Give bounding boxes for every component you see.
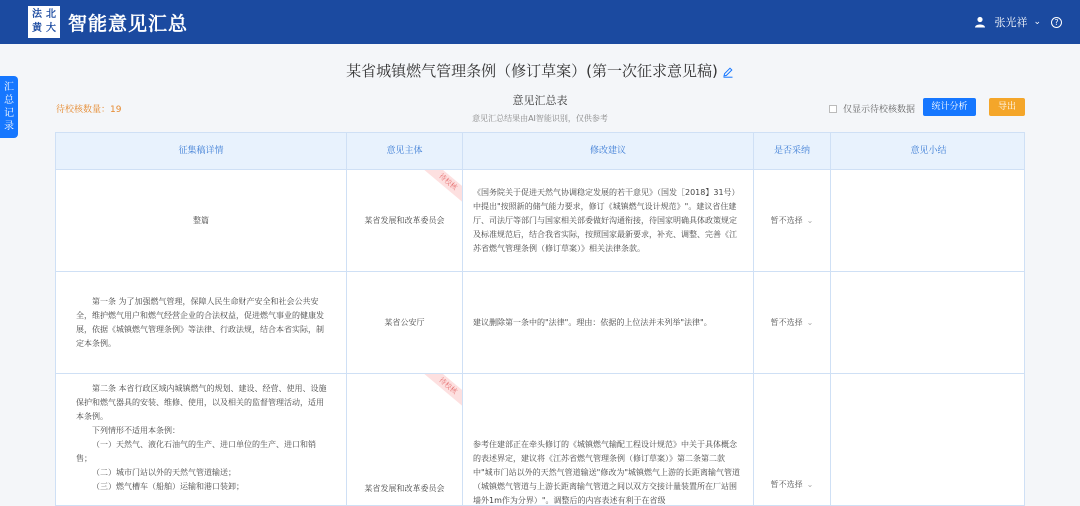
detail-text: 整篇 bbox=[193, 215, 209, 225]
adopt-cell bbox=[754, 272, 831, 373]
top-bar bbox=[0, 0, 1080, 44]
user-icon bbox=[974, 16, 986, 28]
adopt-select-value: 暂不选择 bbox=[770, 480, 803, 489]
only-pending-checkbox[interactable] bbox=[829, 102, 915, 115]
adopt-select-value: 暂不选择 bbox=[770, 215, 803, 225]
pending-badge: 待校核 bbox=[423, 170, 463, 205]
adopt-select[interactable] bbox=[754, 316, 830, 330]
table-header bbox=[56, 133, 1025, 170]
page-title: 某省城镇燃气管理条例（修订草案）(第一次征求意见稿) bbox=[346, 62, 718, 80]
chevron-down-icon: ⌄ bbox=[806, 480, 814, 489]
adopt-cell bbox=[754, 170, 831, 271]
column-header-suggestion: 修改建议 bbox=[463, 133, 754, 170]
summary-cell[interactable] bbox=[831, 272, 1025, 373]
chevron-down-icon: ⌄ bbox=[1033, 17, 1041, 27]
stats-analysis-button[interactable]: 统计分析 bbox=[923, 98, 976, 116]
logo-char: 大 bbox=[46, 23, 56, 34]
only-pending-label: 仅显示待校核数据 bbox=[843, 105, 916, 115]
table-row bbox=[56, 374, 1025, 506]
side-tab-char: 汇 bbox=[4, 82, 14, 93]
page-title-row bbox=[0, 60, 1080, 81]
logo-char: 黄 bbox=[32, 23, 42, 34]
pending-count: 待校核数量：19 bbox=[56, 105, 122, 115]
summary-cell[interactable] bbox=[831, 170, 1025, 271]
suggestion-cell bbox=[463, 170, 754, 271]
subject-cell bbox=[347, 170, 463, 271]
side-tab-char: 记 bbox=[4, 108, 14, 119]
detail-cell bbox=[56, 374, 347, 506]
subject-text: 某省公安厅 bbox=[384, 317, 425, 327]
user-menu[interactable] bbox=[974, 0, 1062, 44]
suggestion-text: 建议删除第一条中的"法律"。理由：依据的上位法并未列举"法律"。 bbox=[473, 317, 712, 327]
side-tab-char: 总 bbox=[4, 95, 14, 106]
column-header-subject: 意见主体 bbox=[347, 133, 463, 170]
suggestion-text: 《国务院关于促进天然气协调稳定发展的若干意见》（国发［2018】31号）中提出"按照新的储气能力要求，修订《城镇燃气设计规范》"。建议省住建厅、司法厅等部门与国家相关部委做好沟通衔接，待国家明确具体政策规定及标准规范后，结合我省实际，按照国家最新要求，补充、调整、完善《江苏省燃气管理条例（修订草案）》相关法律条款。 bbox=[473, 187, 740, 253]
column-header-summary: 意见小结 bbox=[910, 146, 947, 156]
detail-text: （一）天然气、液化石油气的生产、进口单位的生产、进口和销售； bbox=[76, 440, 316, 463]
edit-icon[interactable] bbox=[722, 66, 734, 78]
adopt-select[interactable] bbox=[754, 214, 830, 228]
detail-text: 下列情形不适用本条例： bbox=[92, 426, 180, 435]
suggestion-cell bbox=[463, 374, 754, 506]
chevron-down-icon: ⌄ bbox=[806, 215, 814, 225]
subject-text: 某省发展和改革委员会 bbox=[364, 215, 445, 225]
suggestion-text: 参考住建部正在牵头修订的《城镇燃气输配工程设计规范》中关于具体概念的表述界定，建议将《江苏省燃气管理条例（修订草案）》第二条第二款中"城市门站以外的天然气管道输送"修改为"城镇燃气上游的长距离输气管道（城镇燃气管道与上游长距离输气管道之间以双方交接计量装置所在厂站围墙外1m作为分界）"。调整后的内容表述有利于在省级 bbox=[473, 440, 741, 505]
side-tab-char: 录 bbox=[4, 121, 14, 132]
subject-text: 某省发展和改革委员会 bbox=[364, 484, 445, 493]
checkbox-box[interactable] bbox=[829, 105, 837, 113]
column-header-detail: 征集稿详情 bbox=[56, 133, 347, 170]
logo bbox=[28, 6, 60, 38]
detail-text: 第二条 本省行政区域内城镇燃气的规划、建设、经营、使用、设施保护和燃气器具的安装、维修、使用，以及相关的监督管理活动，适用本条例。 bbox=[76, 384, 327, 421]
opinion-table bbox=[55, 132, 1025, 506]
summary-cell[interactable] bbox=[831, 374, 1025, 506]
detail-text: （三）燃气槽车（船舶）运输和港口装卸； bbox=[92, 482, 244, 491]
user-name: 张光祥 bbox=[994, 16, 1028, 29]
summary-subtitle: 意见汇总结果由AI智能识别，仅供参考 bbox=[472, 114, 608, 123]
chevron-down-icon: ⌄ bbox=[806, 317, 814, 327]
detail-cell bbox=[56, 272, 347, 373]
table-row bbox=[56, 272, 1025, 374]
logo-char: 北 bbox=[46, 9, 56, 20]
subject-cell bbox=[347, 374, 463, 506]
detail-text: 第一条 为了加强燃气管理，保障人民生命财产安全和社会公共安全，维护燃气用户和燃气经营企业的合法权益，促进燃气事业的健康发展，依据《城镇燃气管理条例》等法律、行政法规，结合本省实际，制定本条例。 bbox=[76, 296, 324, 348]
subject-cell bbox=[347, 272, 463, 373]
suggestion-cell bbox=[463, 272, 754, 373]
adopt-select[interactable] bbox=[754, 478, 830, 492]
help-icon[interactable]: ? bbox=[1051, 17, 1062, 28]
detail-cell bbox=[56, 170, 347, 271]
pending-badge: 待校核 bbox=[423, 374, 463, 409]
table-row bbox=[56, 170, 1025, 272]
app-title: 智能意见汇总 bbox=[68, 12, 189, 35]
adopt-cell bbox=[754, 374, 831, 506]
export-button[interactable]: 导出 bbox=[989, 98, 1025, 116]
detail-text: （二）城市门站以外的天然气管道输送； bbox=[92, 468, 236, 477]
logo-char: 法 bbox=[32, 9, 42, 20]
column-header-adopt: 是否采纳 bbox=[754, 133, 831, 170]
summary-title: 意见汇总表 bbox=[512, 94, 568, 107]
adopt-select-value: 暂不选择 bbox=[770, 317, 803, 327]
